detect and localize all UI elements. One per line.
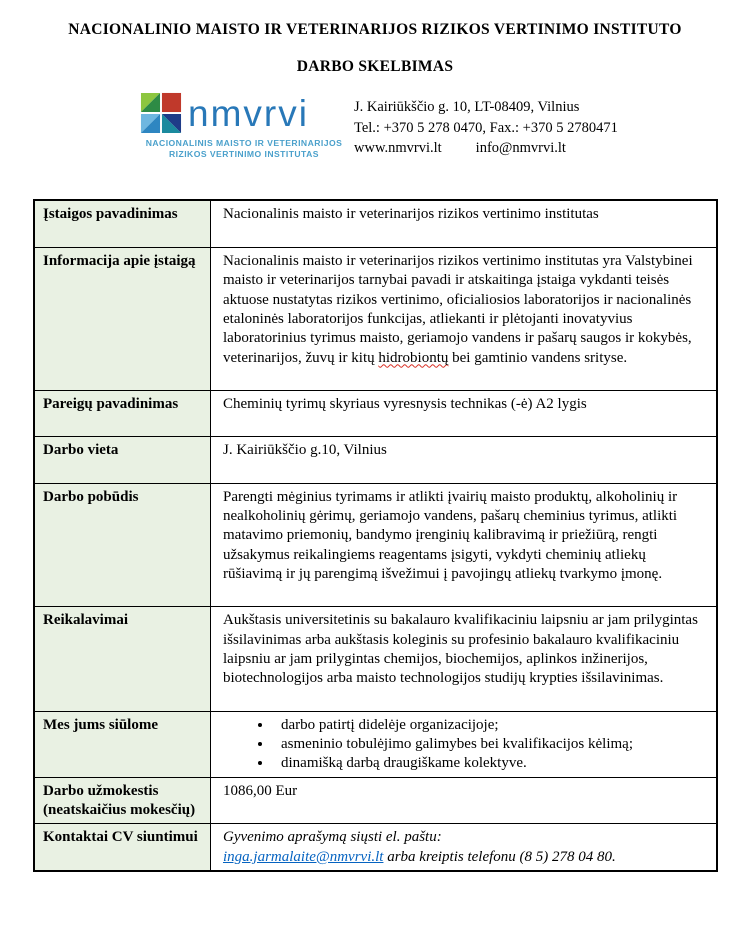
row-value: J. Kairiūkščio g.10, Vilnius bbox=[211, 437, 718, 483]
row-label: Pareigų pavadinimas bbox=[34, 390, 211, 436]
row-value bbox=[211, 247, 718, 390]
table-row-darbo-uzmokestis bbox=[34, 777, 717, 824]
row-value: Nacionalinis maisto ir veterinarijos rizikos vertinimo institutas bbox=[211, 200, 718, 247]
logo-caption-line2: RIZIKOS VERTINIMO INSTITUTAS bbox=[169, 148, 319, 159]
table-row-darbo-pobudis bbox=[34, 483, 717, 607]
offer-list-item: • asmeninio tobulėjimo galimybes bei kvalifikacijos kėlimą; bbox=[273, 735, 708, 754]
logo-piece bbox=[162, 93, 181, 112]
misspelled-word: hidrobiontų bbox=[378, 349, 449, 366]
letterhead bbox=[140, 92, 750, 159]
row-value bbox=[211, 824, 718, 871]
contact-website: www.nmvrvi.lt bbox=[354, 140, 442, 157]
table-row-reikalavimai bbox=[34, 607, 717, 711]
offer-list-item: • dinamišką darbą draugiškame kolektyve. bbox=[273, 754, 708, 773]
contact-info bbox=[354, 92, 618, 159]
row-label: Darbo pobūdis bbox=[34, 483, 211, 607]
row-label: Darbo vieta bbox=[34, 437, 211, 483]
page-title-line2: DARBO SKELBIMAS bbox=[296, 58, 454, 75]
row-value bbox=[211, 711, 718, 777]
row-label: Reikalavimai bbox=[34, 607, 211, 711]
contact-phone-fax: Tel.: +370 5 278 0470, Fax.: +370 5 2780471 bbox=[354, 119, 618, 136]
offer-list-item: • darbo patirtį didelėje organizacijoje; bbox=[273, 716, 708, 735]
table-row-istaigos-pavadinimas bbox=[34, 200, 717, 247]
contact-email: info@nmvrvi.lt bbox=[475, 140, 566, 157]
offer-list bbox=[223, 716, 708, 774]
row-label: Mes jums siūlome bbox=[34, 711, 211, 777]
row-label: Informacija apie įstaigą bbox=[34, 247, 211, 390]
table-row-pareigu-pavadinimas bbox=[34, 390, 717, 436]
table-row-informacija-apie-istaiga bbox=[34, 247, 717, 390]
row-text: Nacionalinis maisto ir veterinarijos rizikos vertinimo institutas yra Valstybinei maisto ir veterinarijos tarnybai pavadi ir atskaitinga įstaiga vykdanti teisės aktuose nustatytas rizikos vertinimo, oficialiosios laboratorijos ir nacionalinės etaloninės laboratorijos funkcijas, atliekanti ir plėtojanti inovatyvius laboratorinius tyrimus maisto, geriamojo vandens ir pašarų saugos ir kokybės, veterinarijos, žuvų ir kitų bbox=[223, 252, 693, 366]
row-value: 1086,00 Eur bbox=[211, 777, 718, 824]
row-label: Darbo užmokestis (neatskaičius mokesčių) bbox=[34, 777, 211, 824]
row-label: Įstaigos pavadinimas bbox=[34, 200, 211, 247]
row-text: bei gamtinio vandens srityse. bbox=[448, 349, 628, 366]
cv-instruction: Gyvenimo aprašymą siųsti el. paštu: bbox=[223, 829, 442, 846]
contact-address: J. Kairiūkščio g. 10, LT-08409, Vilnius bbox=[354, 99, 580, 115]
page-title-line1: NACIONALINIO MAISTO IR VETERINARIJOS RIZIKOS VERTINIMO INSTITUTO bbox=[68, 21, 682, 38]
table-row-kontaktai-cv bbox=[34, 824, 717, 871]
nmvrvi-logo-icon bbox=[140, 92, 182, 134]
brand-wordmark: nmvrvi bbox=[188, 92, 309, 134]
row-value: Cheminių tyrimų skyriaus vyresnysis technikas (-ė) A2 lygis bbox=[211, 390, 718, 436]
table-row-mes-jums-siulome bbox=[34, 711, 717, 777]
nmvrvi-logo-block bbox=[140, 92, 348, 159]
row-value: Aukštasis universitetinis su bakalauro kvalifikaciniu laipsniu ar jam prilygintas išsilavinimas arba aukštasis koleginis su profesinio bakalauro kvalifikaciniu laipsniu ar jam prilygintas chemijos, biochemijos, aplinkos inžinerijos, biotechnologijos arba maisto technologijos studijų krypties išsilavinimas. bbox=[211, 607, 718, 711]
table-row-darbo-vieta bbox=[34, 437, 717, 483]
cv-email-link[interactable]: inga.jarmalaite@nmvrvi.lt bbox=[223, 848, 384, 865]
row-value: Parengti mėginius tyrimams ir atlikti įvairių maisto produktų, alkoholinių ir nealkoholinių gėrimų, geriamojo vandens, pašarų cheminius tyrimus, atlikti matavimo priemonių, bandymo įrenginių kalibravimą ir priežiūrą, rengti užsakymus reikalingiems reagentams įsigyti, vykdyti cheminių atliekų rūšiavimą ir jų parengimą išvežimui į pavojingų atliekų tvarkymo įmonę. bbox=[211, 483, 718, 607]
logo-caption bbox=[140, 138, 348, 159]
logo-caption-line1: NACIONALINIS MAISTO IR VETERINARIJOS bbox=[145, 138, 343, 148]
cv-phone-text: arba kreiptis telefonu (8 5) 278 04 80. bbox=[383, 848, 616, 865]
row-label: Kontaktai CV siuntimui bbox=[34, 824, 211, 871]
job-posting-table bbox=[33, 199, 718, 872]
